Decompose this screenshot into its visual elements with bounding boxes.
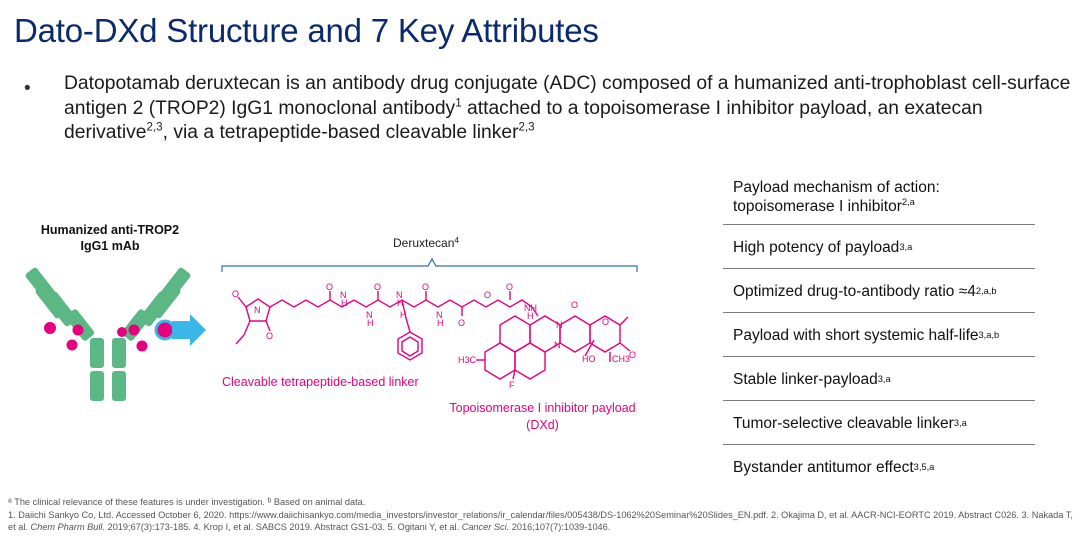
atom-H-2: H [367, 318, 374, 328]
bullet-marker: • [24, 78, 31, 99]
attribute-text: Tumor-selective cleavable linker [733, 414, 954, 432]
atom-H-4: H [400, 310, 407, 320]
footnote-b: Based on animal data. [271, 497, 366, 507]
payload-label-line-2: (DXd) [526, 418, 559, 432]
atom-N-5: N [436, 310, 443, 320]
atom-NH: NH [524, 303, 537, 313]
atom-O-3: O [326, 282, 334, 292]
footnotes [8, 496, 1074, 534]
ref5-journal: Cancer Sci. [461, 522, 510, 532]
atom-N-2: N [340, 290, 347, 300]
bullet-part-1: Datopotamab deruxtecan is an antibody drug conjugate (ADC) composed of a humanized anti-trophoblast cell-surface antigen 2 (TROP2) IgG1 monoclonal antibody [64, 73, 1071, 119]
attribute-text: topoisomerase I inhibitor [733, 198, 902, 215]
magnify-arrow-icon [156, 314, 206, 346]
footnote-marker-b: b [267, 497, 272, 505]
footnote-marker-a: a [8, 497, 12, 505]
atom-O-11: O [629, 350, 637, 360]
attribute-text: Optimized drug-to-antibody ratio ≈4 [733, 282, 976, 300]
attribute-text: Payload with short systemic half-life [733, 326, 979, 344]
atom-F: F [509, 380, 515, 390]
atom-O-4: O [374, 282, 382, 292]
references [8, 509, 1074, 534]
atom-N-6: N [556, 320, 563, 330]
linker-label: Cleavable tetrapeptide-based linker [222, 375, 419, 389]
payload-label-line-1: Topoisomerase I inhibitor payload [449, 401, 636, 415]
attribute-item: Payload with short systemic half-life 3,a,b [723, 313, 1035, 357]
attribute-item: Stable linker-payload 3,a [723, 357, 1035, 401]
atom-labels [232, 282, 636, 390]
atom-N-1: N [254, 305, 261, 315]
attribute-text: Bystander antitumor effect [733, 458, 914, 476]
atom-O-9: O [571, 300, 579, 310]
key-attributes-list [723, 172, 1035, 488]
attribute-item: Tumor-selective cleavable linker 3,a [723, 401, 1035, 445]
atom-O-6: O [458, 318, 466, 328]
atom-O-8: O [506, 282, 514, 292]
atom-O-2: O [266, 331, 274, 341]
antibody-label-line-1: Humanized anti-TROP2 [40, 223, 180, 237]
atom-O-5: O [422, 282, 430, 292]
attribute-ref: 2,a [901, 196, 915, 207]
antibody-label-line-2: IgG1 mAb [80, 239, 140, 253]
bullet-ref-3: 2,3 [518, 121, 535, 134]
atom-H-1: H [341, 298, 348, 308]
attribute-text: Stable linker-payload [733, 370, 878, 388]
atom-O-1: O [232, 289, 240, 299]
atom-H3C: H3C [458, 355, 477, 365]
deruxtecan-ref: 4 [454, 234, 460, 245]
attribute-item [723, 172, 1035, 225]
atom-HO: HO [582, 354, 596, 364]
ref3-journal: Chem Pharm Bull. [30, 522, 106, 532]
bullet-part-2: attached to a topoisomerase I inhibitor payload, an exatecan derivative [64, 97, 983, 143]
attribute-item: High potency of payload 3,a [723, 225, 1035, 269]
atom-O-7: O [484, 290, 492, 300]
bullet-ref-1: 1 [455, 96, 462, 109]
references-part-2: 2019;67(3):173-185. 4. Krop I, et al. SABCS 2019. Abstract GS1-03. 5. Ogitani Y, et al. [105, 522, 462, 532]
atom-N-7: N [554, 340, 561, 350]
attribute-item: Bystander antitumor effect 3,5,a [733, 458, 935, 476]
footnote-notes [8, 496, 1074, 509]
bullet-ref-2: 2,3 [146, 121, 163, 134]
attribute-text: Payload mechanism of action: [733, 179, 940, 196]
deruxtecan-label-text: Deruxtecan [393, 236, 455, 250]
references-part-3: 2016;107(7):1039-1046. [509, 522, 611, 532]
atom-H-6: H [527, 311, 534, 321]
attribute-text: High potency of payload [733, 238, 900, 256]
footnote-a: The clinical relevance of these features is under investigation. [11, 497, 268, 507]
bullet-part-3: , via a tetrapeptide-based cleavable linker [162, 122, 519, 143]
atom-N-4: N [396, 290, 403, 300]
atom-H-5: H [437, 318, 444, 328]
atom-N-3: N [366, 310, 373, 320]
deruxtecan-bracket [222, 259, 637, 272]
atom-H-3: H [397, 298, 404, 308]
references-part-1: 1. Daiichi Sankyo Co, Ltd. Accessed October 6, 2020. https://www.daiichisankyo.com/media_investors/investor_relations/ir_calendar/files/005438/DS-1062%20Seminar%20Slides_EN.pdf. 2. Okajima D, et al. AACR-NCI-EORTC 2019. Abstract C026. 3. Nakada T, et al. [8, 509, 1073, 532]
slide-title: Dato-DXd Structure and 7 Key Attributes [14, 12, 599, 49]
atom-O-10: O [602, 317, 610, 327]
attribute-item: Optimized drug-to-antibody ratio ≈4 2,a,b [723, 269, 1035, 313]
atom-CH3: CH3 [612, 354, 631, 364]
